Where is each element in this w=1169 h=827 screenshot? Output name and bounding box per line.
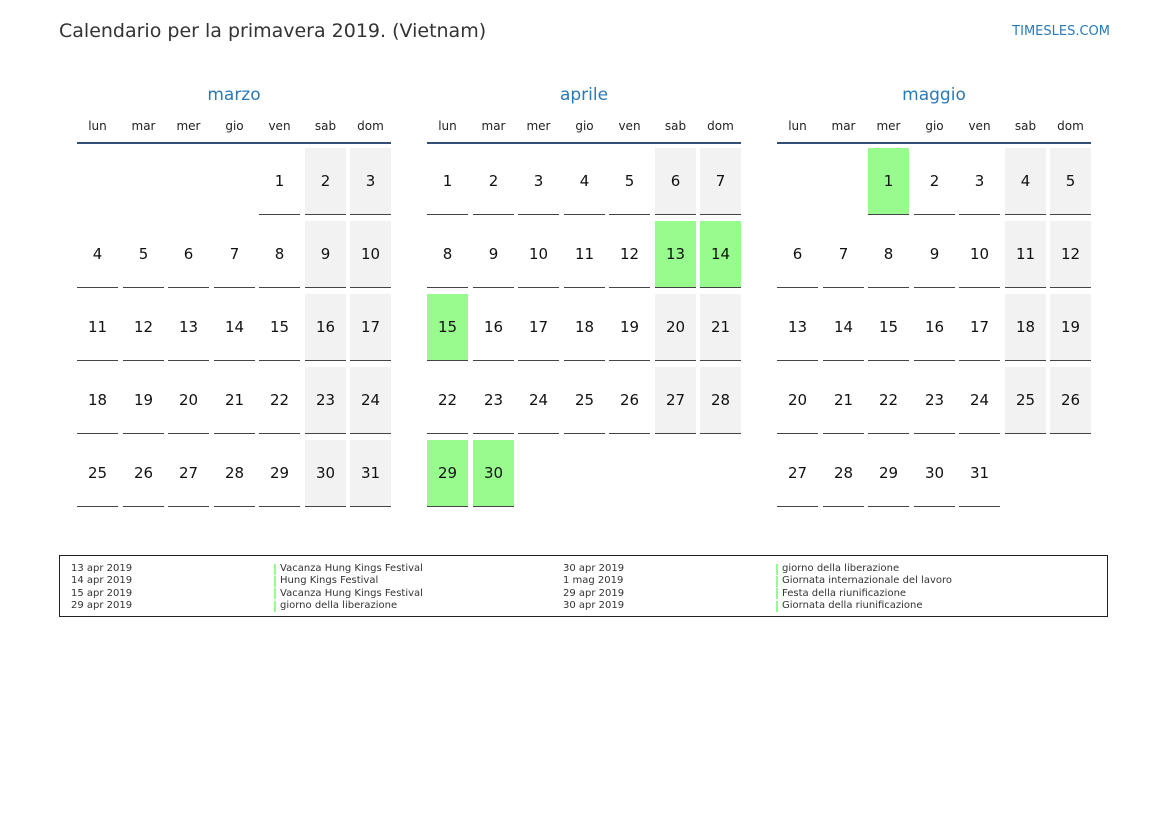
day-cell[interactable]: 25 — [1005, 367, 1046, 434]
weekday-header — [777, 118, 1091, 144]
day-cell[interactable]: 7 — [214, 221, 255, 288]
day-cell[interactable]: 13 — [655, 221, 696, 288]
day-cell[interactable]: 13 — [777, 294, 818, 361]
weekday-label: mer — [526, 119, 551, 133]
day-cell[interactable]: 14 — [700, 221, 741, 288]
holiday-legend — [59, 555, 1108, 617]
day-cell[interactable]: 4 — [1005, 148, 1046, 215]
day-cell[interactable]: 29 — [427, 440, 468, 507]
day-cell[interactable]: 3 — [350, 148, 391, 215]
day-cell[interactable]: 16 — [914, 294, 955, 361]
day-cell[interactable]: 30 — [473, 440, 514, 507]
day-cell[interactable]: 5 — [1050, 148, 1091, 215]
day-cell[interactable]: 27 — [777, 440, 818, 507]
day-cell[interactable]: 12 — [609, 221, 650, 288]
weekday-label: sab — [1014, 119, 1037, 133]
day-cell[interactable]: 24 — [350, 367, 391, 434]
weekday-label: dom — [707, 119, 734, 133]
day-cell[interactable]: 31 — [350, 440, 391, 507]
day-cell[interactable]: 2 — [473, 148, 514, 215]
day-cell[interactable]: 26 — [1050, 367, 1091, 434]
day-cell[interactable]: 28 — [214, 440, 255, 507]
month-name: aprile — [559, 85, 609, 105]
day-cell[interactable]: 20 — [655, 294, 696, 361]
legend-holiday-name: Vacanza Hung Kings Festival — [280, 563, 423, 574]
day-cell[interactable]: 9 — [473, 221, 514, 288]
day-cell[interactable]: 27 — [655, 367, 696, 434]
legend-date: 15 apr 2019 — [71, 587, 133, 599]
day-cell[interactable]: 24 — [518, 367, 559, 434]
day-cell[interactable]: 14 — [214, 294, 255, 361]
legend-holiday-name: Vacanza Hung Kings Festival — [280, 587, 423, 599]
day-cell[interactable]: 27 — [168, 440, 209, 507]
legend-holiday-name: giorno della liberazione — [782, 563, 900, 574]
day-cell[interactable]: 29 — [259, 440, 300, 507]
day-cell[interactable]: 29 — [868, 440, 909, 507]
day-cell[interactable]: 25 — [77, 440, 118, 507]
day-cell[interactable]: 11 — [564, 221, 605, 288]
day-cell[interactable]: 16 — [473, 294, 514, 361]
day-cell[interactable]: 3 — [518, 148, 559, 215]
day-cell[interactable]: 21 — [214, 367, 255, 434]
day-cell[interactable]: 17 — [518, 294, 559, 361]
weekday-label: ven — [968, 119, 991, 133]
day-cell[interactable]: 22 — [427, 367, 468, 434]
day-cell[interactable]: 3 — [959, 148, 1000, 215]
day-cell[interactable]: 22 — [868, 367, 909, 434]
day-cell[interactable]: 19 — [1050, 294, 1091, 361]
weekday-label: mer — [176, 119, 201, 133]
weekday-header — [77, 118, 391, 144]
day-cell[interactable]: 20 — [168, 367, 209, 434]
day-cell[interactable]: 18 — [77, 367, 118, 434]
day-cell[interactable]: 6 — [168, 221, 209, 288]
day-cell[interactable]: 21 — [700, 294, 741, 361]
day-cell[interactable]: 5 — [609, 148, 650, 215]
legend-holiday-name: Giornata della riunificazione — [782, 600, 923, 612]
day-cell[interactable]: 11 — [1005, 221, 1046, 288]
day-cell[interactable]: 10 — [350, 221, 391, 288]
day-cell[interactable]: 7 — [823, 221, 864, 288]
day-cell[interactable]: 12 — [123, 294, 164, 361]
weekday-label: sab — [314, 119, 337, 133]
day-cell[interactable]: 9 — [305, 221, 346, 288]
day-cell[interactable]: 6 — [777, 221, 818, 288]
day-cell[interactable]: 28 — [700, 367, 741, 434]
weekday-label: lun — [88, 119, 107, 133]
day-cell[interactable]: 19 — [123, 367, 164, 434]
day-cell[interactable]: 11 — [77, 294, 118, 361]
legend-holiday-name: Festa della riunificazione — [782, 587, 907, 599]
day-cell[interactable]: 9 — [914, 221, 955, 288]
legend-date: 29 apr 2019 — [71, 600, 133, 612]
weekday-label: ven — [618, 119, 641, 133]
weekday-label: dom — [1057, 119, 1084, 133]
day-cell[interactable]: 28 — [823, 440, 864, 507]
day-cell[interactable]: 15 — [427, 294, 468, 361]
weekday-label: mar — [831, 119, 856, 133]
day-cell[interactable]: 16 — [305, 294, 346, 361]
day-cell[interactable]: 8 — [868, 221, 909, 288]
day-cell[interactable]: 23 — [305, 367, 346, 434]
legend-date: 30 apr 2019 — [563, 600, 625, 612]
month-maggio — [777, 84, 1091, 482]
day-cell[interactable]: 2 — [914, 148, 955, 215]
legend-holiday-name: giorno della liberazione — [280, 600, 398, 612]
legend-date: 1 mag 2019 — [563, 575, 624, 587]
day-cell[interactable]: 1 — [868, 148, 909, 215]
day-cell[interactable]: 2 — [305, 148, 346, 215]
day-cell[interactable]: 26 — [123, 440, 164, 507]
weekday-label: mer — [876, 119, 901, 133]
day-cell[interactable]: 15 — [868, 294, 909, 361]
day-cell[interactable]: 20 — [777, 367, 818, 434]
day-cell[interactable]: 10 — [518, 221, 559, 288]
day-cell[interactable]: 25 — [564, 367, 605, 434]
day-cell[interactable]: 18 — [1005, 294, 1046, 361]
day-cell[interactable]: 7 — [700, 148, 741, 215]
day-cell[interactable]: 10 — [959, 221, 1000, 288]
day-cell[interactable]: 8 — [259, 221, 300, 288]
weekday-label: lun — [788, 119, 807, 133]
day-cell[interactable]: 26 — [609, 367, 650, 434]
legend-date: 14 apr 2019 — [71, 575, 133, 587]
weekday-label: gio — [225, 119, 244, 133]
weekday-label: gio — [925, 119, 944, 133]
day-cell[interactable]: 12 — [1050, 221, 1091, 288]
day-cell[interactable]: 4 — [77, 221, 118, 288]
day-cell[interactable]: 15 — [259, 294, 300, 361]
day-cell[interactable]: 23 — [914, 367, 955, 434]
weekday-label: gio — [575, 119, 594, 133]
weekday-label: mar — [481, 119, 506, 133]
day-cell[interactable]: 1 — [427, 148, 468, 215]
day-cell[interactable]: 24 — [959, 367, 1000, 434]
day-cell[interactable]: 14 — [823, 294, 864, 361]
weekday-label: mar — [131, 119, 156, 133]
day-cell[interactable]: 6 — [655, 148, 696, 215]
day-cell[interactable]: 5 — [123, 221, 164, 288]
month-marzo — [77, 84, 391, 482]
page-title: Calendario per la primavera 2019. (Vietnam) — [59, 20, 487, 42]
day-cell[interactable]: 31 — [959, 440, 1000, 507]
day-cell[interactable]: 8 — [427, 221, 468, 288]
weekday-header — [427, 118, 741, 144]
weekday-label: ven — [268, 119, 291, 133]
day-cell[interactable]: 19 — [609, 294, 650, 361]
day-cell[interactable]: 1 — [259, 148, 300, 215]
month-name: marzo — [207, 85, 261, 105]
month-aprile — [427, 84, 741, 482]
legend-date: 29 apr 2019 — [563, 587, 625, 599]
legend-date: 30 apr 2019 — [563, 563, 625, 574]
day-cell[interactable]: 13 — [168, 294, 209, 361]
weekday-label: sab — [664, 119, 687, 133]
month-name: maggio — [902, 85, 966, 105]
day-cell[interactable]: 17 — [350, 294, 391, 361]
legend-date: 13 apr 2019 — [71, 563, 133, 574]
day-cell[interactable]: 30 — [305, 440, 346, 507]
day-cell[interactable]: 30 — [914, 440, 955, 507]
day-cell[interactable]: 17 — [959, 294, 1000, 361]
day-cell[interactable]: 18 — [564, 294, 605, 361]
day-cell[interactable]: 21 — [823, 367, 864, 434]
legend-holiday-name: Giornata internazionale del lavoro — [782, 575, 952, 587]
site-link[interactable]: TIMESLES.COM — [1012, 24, 1110, 39]
day-cell[interactable]: 22 — [259, 367, 300, 434]
weekday-label: dom — [357, 119, 384, 133]
legend-holiday-name: Hung Kings Festival — [280, 575, 379, 587]
day-cell[interactable]: 4 — [564, 148, 605, 215]
day-cell[interactable]: 23 — [473, 367, 514, 434]
weekday-label: lun — [438, 119, 457, 133]
